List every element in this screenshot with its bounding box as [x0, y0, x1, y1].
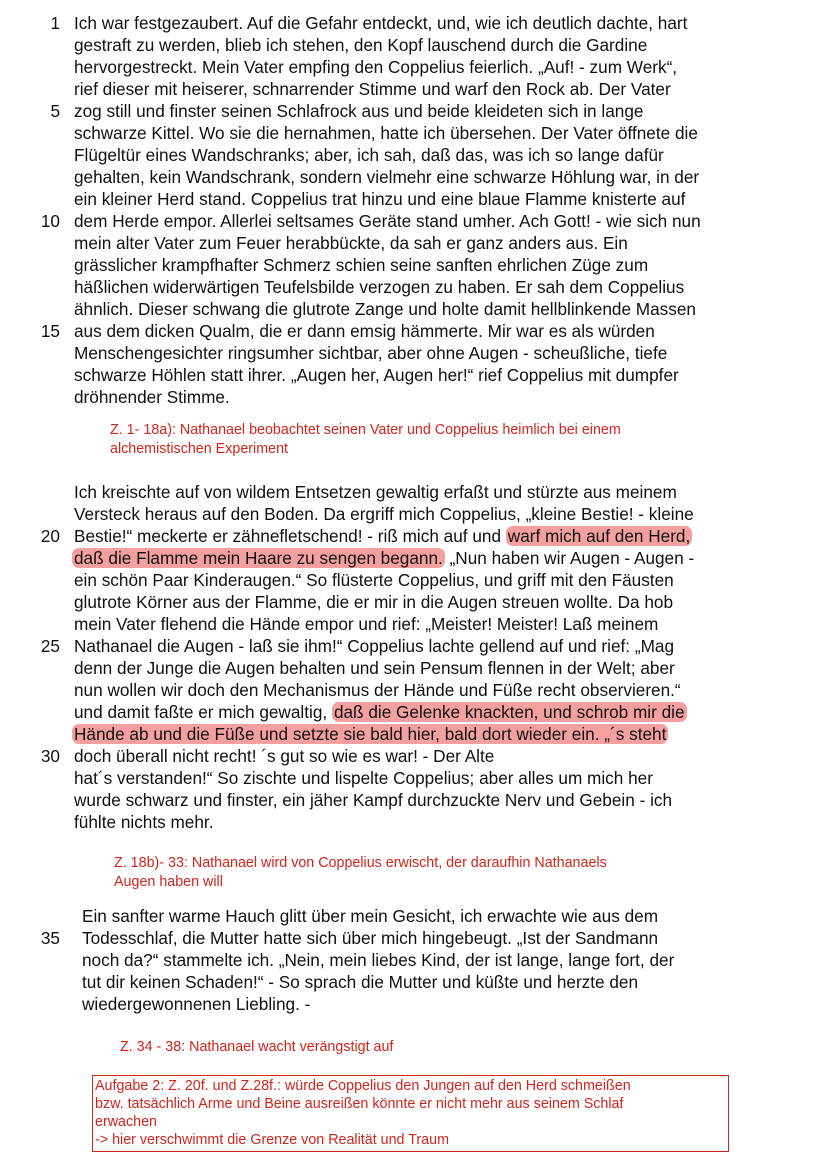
- text-line: Nathanael die Augen - laß sie ihm!“ Coppelius lachte gellend auf und rief: „Mag: [74, 636, 675, 656]
- text-line: gehalten, kein Wandschrank, sondern vielmehr eine schwarze Höhlung war, in der: [74, 167, 700, 187]
- highlighted-passage: daß die Flamme mein Haare zu sengen begann.: [74, 548, 443, 568]
- text-line: häßlichen widerwärtigen Teufelsbilde verzogen zu haben. Er sah dem Coppelius: [74, 277, 685, 297]
- line-number: 25: [40, 636, 60, 656]
- highlighted-passage: warf mich auf den Herd,: [507, 526, 691, 546]
- text-line: hat´s verstanden!“ So zischte und lispelte Coppelius; aber alles um mich her: [74, 768, 653, 788]
- highlighted-passage: daß die Gelenke knackten, und schrob mir die: [333, 702, 685, 722]
- annotation-note: Z. 18b)- 33: Nathanael wird von Coppelius erwischt, der daraufhin Nathanaels: [114, 855, 607, 871]
- text-line: noch da?“ stammelte ich. „Nein, mein liebes Kind, der ist lange, lange fort, der: [82, 950, 675, 970]
- text-line: Menschengesichter ringsumher sichtbar, aber ohne Augen - scheußliche, tiefe: [74, 343, 668, 363]
- text-line: dröhnender Stimme.: [74, 387, 230, 407]
- line-number: 20: [40, 526, 60, 546]
- text-line: denn der Junge die Augen behalten und sein Pensum flennen in der Welt; aber: [74, 658, 675, 678]
- text-line: wurde schwarz und finster, ein jäher Kampf durchzuckte Nerv und Gebein - ich: [74, 790, 673, 810]
- text-line: Ich kreischte auf von wildem Entsetzen gewaltig erfaßt und stürzte aus meinem: [74, 482, 677, 502]
- text-line: schwarze Höhlen statt ihrer. „Augen her, Augen her!“ rief Coppelius mit dumpfer: [74, 365, 679, 385]
- line-number: 1: [50, 13, 60, 33]
- text-segment: und damit faßte er mich gewaltig,: [74, 702, 332, 722]
- text-line: [72, 547, 694, 569]
- highlighted-passage: Hände ab und die Füße und setzte sie bald hier, bald dort wieder ein. „´s steht: [74, 724, 667, 744]
- annotation-note: Z. 1- 18a): Nathanael beobachtet seinen Vater und Coppelius heimlich bei einem: [110, 422, 621, 438]
- line-number: 30: [40, 746, 60, 766]
- task-box: [92, 1075, 729, 1152]
- text-line: doch überall nicht recht! ´s gut so wie es war! - Der Alte: [74, 746, 495, 766]
- text-line: grässlicher krampfhafter Schmerz schien seine sanften ehrlichen Züge zum: [74, 255, 649, 275]
- annotation-note: Augen haben will: [114, 874, 223, 890]
- text-line: ein schön Paar Kinderaugen.“ So flüsterte Coppelius, und griff mit den Fäusten: [74, 570, 674, 590]
- text-line: nun wollen wir doch den Mechanismus der Hände und Füße recht observieren.“: [74, 680, 681, 700]
- task-line: erwachen: [95, 1114, 157, 1130]
- text-line: rief dieser mit heiserer, schnarrender Stimme und warf den Rock ab. Der Vater: [74, 79, 671, 99]
- text-line: ähnlich. Dieser schwang die glutrote Zange und holte damit hellblinkende Massen: [74, 299, 696, 319]
- annotation-note: alchemistischen Experiment: [110, 441, 288, 457]
- text-line: [74, 701, 687, 723]
- text-line: Ich war festgezaubert. Auf die Gefahr entdeckt, und, wie ich deutlich dachte, hart: [74, 13, 688, 33]
- text-line: wiedergewonnenen Liebling. -: [82, 994, 311, 1014]
- line-number: 15: [40, 321, 60, 341]
- text-line: schwarze Kittel. Wo sie die hernahmen, hatte ich übersehen. Der Vater öffnete die: [74, 123, 698, 143]
- text-line: zog still und finster seinen Schlafrock aus und beide kleideten sich in lange: [74, 101, 644, 121]
- line-number: 35: [40, 928, 60, 948]
- text-segment: Bestie!“ meckerte er zähnefletschend! - riß mich auf und: [74, 526, 506, 546]
- text-line: mein Vater flehend die Hände empor und rief: „Meister! Meister! Laß meinem: [74, 614, 659, 634]
- text-line: ein kleiner Herd stand. Coppelius trat hinzu und eine blaue Flamme knisterte auf: [74, 189, 686, 209]
- text-segment: „Nun haben wir Augen - Augen -: [444, 548, 695, 568]
- text-line: aus dem dicken Qualm, die er dann emsig hämmerte. Mir war es als würden: [74, 321, 655, 341]
- text-line: [72, 723, 668, 745]
- text-line: Flügeltür eines Wandschranks; aber, ich sah, daß das, was ich so lange dafür: [74, 145, 664, 165]
- text-line: Ein sanfter warme Hauch glitt über mein Gesicht, ich erwachte wie aus dem: [82, 906, 659, 926]
- annotation-note: Z. 34 - 38: Nathanael wacht verängstigt auf: [120, 1039, 394, 1055]
- task-line: bzw. tatsächlich Arme und Beine ausreißen könnte er nicht mehr aus seinem Schlaf: [95, 1096, 624, 1112]
- task-line: Aufgabe 2: Z. 20f. und Z.28f.: würde Coppelius den Jungen auf den Herd schmeißen: [95, 1078, 631, 1094]
- text-line: Versteck heraus auf den Boden. Da ergriff mich Coppelius, „kleine Bestie! - kleine: [74, 504, 694, 524]
- task-line: -> hier verschwimmt die Grenze von Realität und Traum: [95, 1132, 449, 1148]
- text-line: gestraft zu werden, blieb ich stehen, den Kopf lauschend durch die Gardine: [74, 35, 648, 55]
- text-line: tut dir keinen Schaden!“ - So sprach die Mutter und küßte und herzte den: [82, 972, 639, 992]
- text-line: [74, 525, 692, 547]
- line-number: 5: [50, 101, 60, 121]
- text-line: mein alter Vater zum Feuer herabbückte, da sah er ganz anders aus. Ein: [74, 233, 628, 253]
- text-line: glutrote Körner aus der Flamme, die er mir in die Augen streuen wollte. Da hob: [74, 592, 674, 612]
- line-number: 10: [40, 211, 60, 231]
- text-line: Todesschlaf, die Mutter hatte sich über mich hingebeugt. „Ist der Sandmann: [82, 928, 659, 948]
- text-line: fühlte nichts mehr.: [74, 812, 214, 832]
- text-line: hervorgestreckt. Mein Vater empfing den Coppelius feierlich. „Auf! - zum Werk“,: [74, 57, 678, 77]
- text-line: dem Herde empor. Allerlei seltsames Geräte stand umher. Ach Gott! - wie sich nun: [74, 211, 701, 231]
